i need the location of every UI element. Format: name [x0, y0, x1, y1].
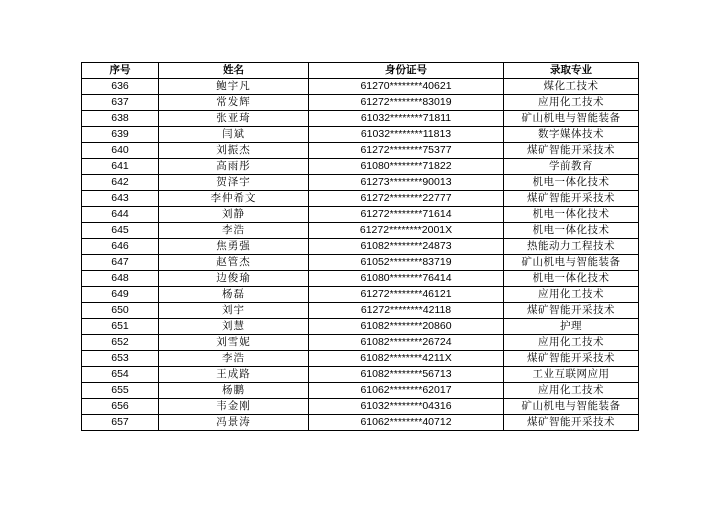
admission-table: [81, 62, 639, 431]
cell-name: 焦勇强: [159, 239, 309, 255]
cell-name: 赵管杰: [159, 255, 309, 271]
cell-id-number: 61082********24873: [309, 239, 504, 255]
cell-admitted-major: 应用化工技术: [504, 383, 639, 399]
cell-name: 闫斌: [159, 127, 309, 143]
table-row: [82, 399, 639, 415]
table-row: [82, 175, 639, 191]
table-row: [82, 79, 639, 95]
cell-name: 王成路: [159, 367, 309, 383]
cell-admitted-major: 机电一体化技术: [504, 271, 639, 287]
cell-id-number: 61272********42118: [309, 303, 504, 319]
cell-admitted-major: 机电一体化技术: [504, 223, 639, 239]
cell-admitted-major: 应用化工技术: [504, 95, 639, 111]
cell-serial-number: 654: [82, 367, 159, 383]
table-row: [82, 111, 639, 127]
cell-serial-number: 646: [82, 239, 159, 255]
cell-id-number: 61032********71811: [309, 111, 504, 127]
table-row: [82, 159, 639, 175]
cell-name: 刘静: [159, 207, 309, 223]
table-row: [82, 191, 639, 207]
cell-id-number: 61032********11813: [309, 127, 504, 143]
cell-serial-number: 648: [82, 271, 159, 287]
cell-id-number: 61032********04316: [309, 399, 504, 415]
cell-admitted-major: 热能动力工程技术: [504, 239, 639, 255]
cell-admitted-major: 煤化工技术: [504, 79, 639, 95]
cell-id-number: 61272********75377: [309, 143, 504, 159]
header-name: 姓名: [159, 63, 309, 79]
cell-id-number: 61272********83019: [309, 95, 504, 111]
cell-name: 刘慧: [159, 319, 309, 335]
cell-id-number: 61080********71822: [309, 159, 504, 175]
cell-name: 李浩: [159, 351, 309, 367]
table-row: [82, 367, 639, 383]
table-row: [82, 383, 639, 399]
cell-id-number: 61082********20860: [309, 319, 504, 335]
cell-serial-number: 650: [82, 303, 159, 319]
cell-id-number: 61272********2001X: [309, 223, 504, 239]
cell-name: 张亚琦: [159, 111, 309, 127]
cell-serial-number: 657: [82, 415, 159, 431]
table-row: [82, 255, 639, 271]
cell-id-number: 61062********62017: [309, 383, 504, 399]
cell-admitted-major: 矿山机电与智能装备: [504, 255, 639, 271]
cell-name: 韦金刚: [159, 399, 309, 415]
table-row: [82, 287, 639, 303]
cell-serial-number: 638: [82, 111, 159, 127]
cell-admitted-major: 应用化工技术: [504, 335, 639, 351]
cell-admitted-major: 机电一体化技术: [504, 175, 639, 191]
header-serial-number: 序号: [82, 63, 159, 79]
cell-admitted-major: 矿山机电与智能装备: [504, 399, 639, 415]
cell-id-number: 61052********83719: [309, 255, 504, 271]
cell-serial-number: 640: [82, 143, 159, 159]
cell-name: 李浩: [159, 223, 309, 239]
cell-id-number: 61082********26724: [309, 335, 504, 351]
cell-serial-number: 653: [82, 351, 159, 367]
cell-serial-number: 649: [82, 287, 159, 303]
cell-name: 常发辉: [159, 95, 309, 111]
cell-id-number: 61273********90013: [309, 175, 504, 191]
table-row: [82, 319, 639, 335]
cell-id-number: 61270********40621: [309, 79, 504, 95]
table-header-row: [82, 63, 639, 79]
cell-name: 边俊瑜: [159, 271, 309, 287]
cell-name: 刘宇: [159, 303, 309, 319]
cell-name: 刘振杰: [159, 143, 309, 159]
table-row: [82, 271, 639, 287]
table-row: [82, 127, 639, 143]
table-body: [82, 79, 639, 431]
cell-admitted-major: 工业互联网应用: [504, 367, 639, 383]
cell-admitted-major: 数字媒体技术: [504, 127, 639, 143]
cell-serial-number: 651: [82, 319, 159, 335]
cell-admitted-major: 煤矿智能开采技术: [504, 143, 639, 159]
cell-serial-number: 636: [82, 79, 159, 95]
cell-name: 杨鹏: [159, 383, 309, 399]
cell-id-number: 61080********76414: [309, 271, 504, 287]
cell-serial-number: 644: [82, 207, 159, 223]
cell-admitted-major: 煤矿智能开采技术: [504, 191, 639, 207]
cell-admitted-major: 矿山机电与智能装备: [504, 111, 639, 127]
cell-serial-number: 639: [82, 127, 159, 143]
cell-id-number: 61272********71614: [309, 207, 504, 223]
cell-admitted-major: 煤矿智能开采技术: [504, 415, 639, 431]
cell-admitted-major: 煤矿智能开采技术: [504, 303, 639, 319]
cell-serial-number: 641: [82, 159, 159, 175]
table-row: [82, 335, 639, 351]
cell-name: 贺泽宇: [159, 175, 309, 191]
cell-admitted-major: 机电一体化技术: [504, 207, 639, 223]
table-row: [82, 303, 639, 319]
table-row: [82, 351, 639, 367]
table-row: [82, 207, 639, 223]
cell-name: 高雨彤: [159, 159, 309, 175]
cell-serial-number: 642: [82, 175, 159, 191]
cell-serial-number: 655: [82, 383, 159, 399]
cell-admitted-major: 煤矿智能开采技术: [504, 351, 639, 367]
cell-serial-number: 637: [82, 95, 159, 111]
header-admitted-major: 录取专业: [504, 63, 639, 79]
cell-name: 李仲希文: [159, 191, 309, 207]
cell-name: 鲍宇凡: [159, 79, 309, 95]
cell-id-number: 61272********46121: [309, 287, 504, 303]
table-row: [82, 223, 639, 239]
cell-id-number: 61082********4211X: [309, 351, 504, 367]
cell-admitted-major: 应用化工技术: [504, 287, 639, 303]
cell-serial-number: 643: [82, 191, 159, 207]
cell-serial-number: 652: [82, 335, 159, 351]
table-row: [82, 415, 639, 431]
cell-id-number: 61062********40712: [309, 415, 504, 431]
cell-serial-number: 647: [82, 255, 159, 271]
cell-name: 刘雪妮: [159, 335, 309, 351]
cell-id-number: 61082********56713: [309, 367, 504, 383]
cell-id-number: 61272********22777: [309, 191, 504, 207]
cell-serial-number: 645: [82, 223, 159, 239]
cell-admitted-major: 学前教育: [504, 159, 639, 175]
cell-admitted-major: 护理: [504, 319, 639, 335]
table-row: [82, 239, 639, 255]
cell-name: 杨磊: [159, 287, 309, 303]
cell-serial-number: 656: [82, 399, 159, 415]
table-row: [82, 95, 639, 111]
header-id-number: 身份证号: [309, 63, 504, 79]
table-row: [82, 143, 639, 159]
cell-name: 冯景涛: [159, 415, 309, 431]
